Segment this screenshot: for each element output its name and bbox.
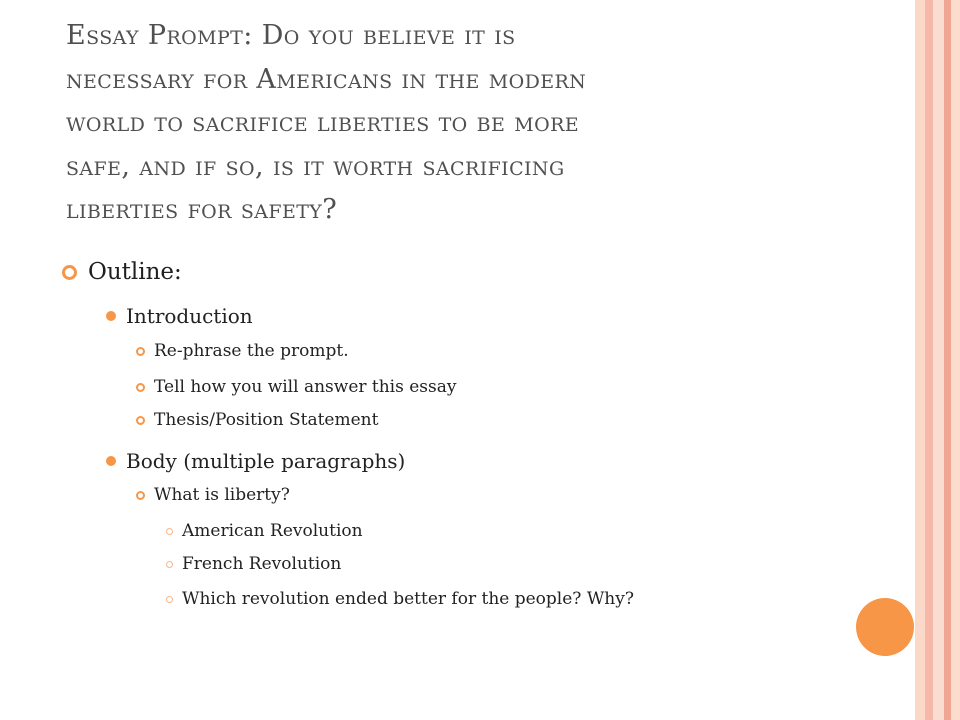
title-line: safe, and if so, is it worth sacrificing [66,150,565,182]
ring-bullet-icon [136,383,145,392]
section-label: Body (multiple paragraphs) [126,449,406,473]
list-item-text: Re-phrase the prompt. [154,341,349,361]
title-line: Essay Prompt: Do you believe it is [66,20,516,51]
list-item-text: Tell how you will answer this essay [154,377,457,397]
ring-bullet-icon [136,416,145,425]
decorative-side-stripes [915,0,960,720]
title-line: liberties for safety? [66,194,338,225]
outline-heading-item [62,259,182,285]
small-ring-bullet-icon [166,561,173,568]
list-subitem-text: Which revolution ended better for the people? Why? [182,589,634,609]
ring-bullet-icon [136,347,145,356]
list-subitem [166,521,363,541]
small-ring-bullet-icon [166,596,173,603]
list-subitem [166,589,634,609]
small-ring-bullet-icon [166,528,173,535]
list-subitem [166,554,341,574]
list-subitem-text: French Revolution [182,554,342,574]
section-item-body [106,449,405,473]
list-item-text: Thesis/Position Statement [154,410,379,430]
list-item-text: What is liberty? [154,485,290,505]
ring-bullet-icon [62,265,77,280]
list-item [136,410,378,430]
list-item [136,485,290,505]
list-subitem-text: American Revolution [182,521,363,541]
dot-bullet-icon [106,456,116,466]
section-item-introduction [106,304,253,328]
decorative-orange-circle [856,598,914,656]
title-line: necessary for Americans in the modern [66,63,587,95]
outline-heading: Outline: [88,259,182,285]
list-item [136,377,457,397]
title-line: world to sacrifice liberties to be more [66,107,580,138]
slide-title [66,14,836,232]
section-label: Introduction [126,304,253,328]
ring-bullet-icon [136,491,145,500]
dot-bullet-icon [106,311,116,321]
list-item [136,341,349,361]
